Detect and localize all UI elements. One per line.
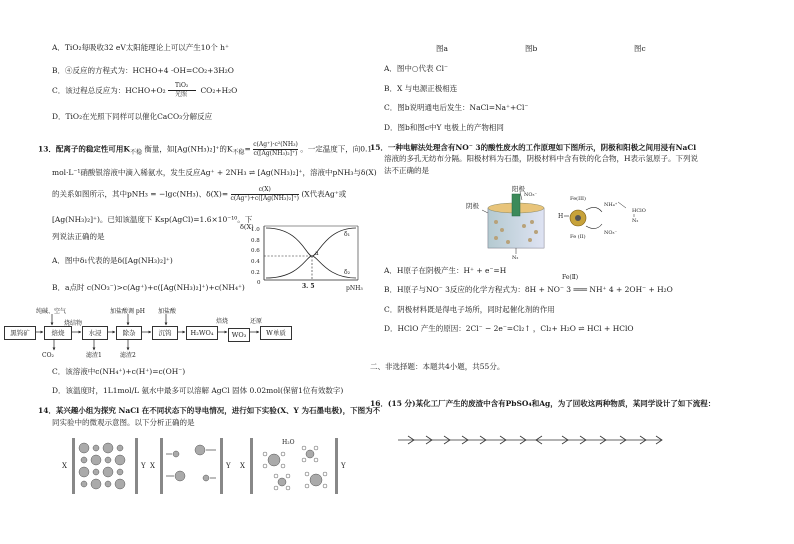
q13-fraction-2 xyxy=(231,186,299,203)
anode-label: 阳极 xyxy=(512,185,525,193)
q13-line1-d: 。一定温度下，向0.1 xyxy=(300,144,373,154)
q14-option-d: D．图b和图c中Y 电极上的产物相同 xyxy=(384,123,504,132)
q13-line1-c: = xyxy=(244,144,251,154)
svg-text:Y: Y xyxy=(341,462,346,470)
q15-option-c: C．阴极材料既是得电子场所，同时起催化剂的作用 xyxy=(384,305,555,314)
section-2-heading: 二、非选择题：本题共4小题，共55分。 xyxy=(370,362,505,371)
q13-option-c: C．该溶液中c(NH₄⁺)+c(H⁺)=c(OH⁻) xyxy=(52,367,186,376)
ytick-0-4: 0.4 xyxy=(251,259,260,265)
fig-c-caption: 图c xyxy=(634,44,646,53)
flow-hcl: 加盐酸 xyxy=(158,308,177,315)
q16-process-arrows xyxy=(396,434,666,446)
q13-line3-a: 的关系如图所示，其中pNH₃ = −lgc(NH₃)、δ(X)= xyxy=(52,189,229,199)
flow-co2: CO₂ xyxy=(42,352,54,359)
no3-label: NO₃⁻ xyxy=(604,230,618,236)
ytick-1-0: 1.0 xyxy=(251,227,260,233)
q14-diagrams xyxy=(60,432,390,500)
q15-option-b-condition: Fe(Ⅱ) xyxy=(562,274,579,281)
svg-text:Y: Y xyxy=(226,462,231,470)
q13-line3 xyxy=(52,186,346,203)
delta1-label: δ₁ xyxy=(344,231,351,238)
q15-line2: 溶液的多孔无纺布分隔。阳极材料为石墨，阴极材料中含有铁的化合物，H表示氢原子。下列说 xyxy=(384,154,699,163)
mechanism xyxy=(558,195,646,240)
ytick-0-8: 0.8 xyxy=(251,238,260,244)
option-b-top: B．④反应的方程式为：HCHO+4 ·OH=CO₂+3H₂O xyxy=(52,66,234,75)
flow-h2wo4: H₂WO₄ xyxy=(186,326,218,340)
ytick-0-2: 0.2 xyxy=(251,270,260,276)
q14-line1-text: 14．某兴趣小组为探究 NaCl 在不同状态下的导电情况，进行如下实验(X、Y 为石墨电极)，下图为不 xyxy=(38,406,381,415)
flow-leach: 水浸 xyxy=(82,326,108,340)
option-c-top xyxy=(52,84,237,98)
fig-c-diagram xyxy=(240,438,346,494)
q13-line2: mol·L⁻¹硝酸银溶液中滴入稀氨水，发生反应Ag⁺ + 2NH₃ ⇌ [Ag(NH₃)₂]⁺，溶液中pNH₃与δ(X) xyxy=(52,168,377,177)
point-a-label: a xyxy=(315,250,319,257)
option-a-top: A．TiO₂每吸收32 eV太阳能理论上可以产生10个 h⁺ xyxy=(52,43,229,52)
n2-label: N₂ xyxy=(512,255,519,261)
q15-line1 xyxy=(370,143,696,152)
flow-precip: 沉钨 xyxy=(152,326,178,340)
chart-ylabel: δ(X) xyxy=(240,223,254,231)
fig-a-caption: 图a xyxy=(436,44,448,53)
q16-intro xyxy=(370,399,715,408)
q14-option-b: B．X 与电源正极相连 xyxy=(384,84,458,93)
flow-air: 纯碱、空气 xyxy=(36,308,67,315)
cathode-label: 阴极 xyxy=(466,202,479,210)
q13-delta-chart xyxy=(240,222,370,294)
curve-delta2 xyxy=(266,228,356,278)
svg-text:H₂O: H₂O xyxy=(282,439,295,446)
flow-calcine: 焙烧 xyxy=(216,318,229,325)
chart-xlabel: pNH₃ xyxy=(346,285,363,292)
q15-option-d: D．HClO 产生的原因：2Cl⁻ − 2e⁻=Cl₂↑ ，Cl₂+ H₂O ⇌ HCl + HClO xyxy=(384,324,634,333)
delta2-label: δ₂ xyxy=(344,269,351,276)
q13-fraction-1 xyxy=(253,141,298,158)
ytick-0: 0 xyxy=(257,280,261,286)
q13-line4: [Ag(NH₃)₂]⁺)。已知该温度下 Ksp(AgCl)=1.6×10⁻¹⁰。下 xyxy=(52,215,253,224)
flow-residue1: 滤渣1 xyxy=(86,352,102,359)
q14-option-a: A．图中○代表 Cl⁻ xyxy=(384,64,448,73)
q15-line1-text: 15．一种电解法处理含有NO⁻ 3的酸性废水的工作原理如下图所示，阴极和阳极之间用浸有NaCl xyxy=(370,143,697,152)
q13-fraction-1-den: c([Ag(NH₃)₂]⁺) xyxy=(253,150,298,157)
ytick-0-6: 0.6 xyxy=(251,248,260,254)
option-c-top-suffix: CO₂+H₂O xyxy=(200,86,238,95)
q13-option-d: D．该温度时，1L1mol/L 氨水中最多可以溶解 AgCl 固体 0.02mol(保留1位有效数字) xyxy=(52,386,344,395)
q13-fraction-2-den: c(Ag⁺)+c([Ag(NH₃)₂]⁺) xyxy=(230,195,299,202)
flow-w: W单质 xyxy=(260,326,292,340)
flow-arrows xyxy=(0,300,360,364)
fig-b-caption: 图b xyxy=(525,44,538,53)
catalyst-arrow xyxy=(168,84,198,98)
nh4-label: NH₄⁺ xyxy=(604,202,618,208)
q15-option-a: A．H原子在阴极产生：H⁺ + e⁻=H xyxy=(384,266,507,275)
svg-text:X: X xyxy=(62,462,67,470)
q13-option-a: A．图中δ₁代表的是δ([Ag(NH₃)₂]⁺) xyxy=(52,256,173,265)
flow-wo3: WO₃ xyxy=(228,328,250,342)
fe2-label: Fe (II) xyxy=(570,234,586,240)
q13-fraction-2-num: c(X) xyxy=(231,186,299,195)
fe3-label: Fe(III) xyxy=(570,196,586,202)
catalyst-label: TiO₂ xyxy=(175,82,189,89)
q13-line1-a: 13．配离子的稳定性可用K xyxy=(38,144,130,154)
flow-roast: 焙烧 xyxy=(44,326,72,340)
option-d-top: D．TiO₂在光照下同样可以催化CaCO₃分解反应 xyxy=(52,112,213,121)
fig-a-diagram xyxy=(62,438,146,494)
q13-line5: 列说法正确的是 xyxy=(52,232,105,241)
q15-electrolysis-diagram xyxy=(466,182,666,260)
electrolysis-cell xyxy=(488,194,544,254)
q13-option-b: B．a点时 c(NO₃⁻)>c(Ag⁺)+c([Ag(NH₃)₂]⁺)+c(NH₄⁺) xyxy=(52,283,245,292)
flow-impurity: 除杂 xyxy=(116,326,142,340)
q13-line1-b: 衡量，如[Ag(NH₃)₂]⁺的K xyxy=(144,144,233,154)
flow-sinter-label: 烧结物 xyxy=(64,320,83,327)
q14-line2: 同实验中的微观示意图。以下分析正确的是 xyxy=(52,418,195,427)
condition-label: 光照 xyxy=(175,91,188,98)
x-tick-3-5: 3. 5 xyxy=(302,283,315,290)
option-c-top-prefix: C．该过程总反应为：HCHO+O₂ xyxy=(52,86,166,95)
curve-delta1 xyxy=(266,228,356,278)
q15-option-b: B．H原子与NO⁻ 3反应的化学方程式为：8H + NO⁻ 3 ═══ NH⁺ 4 + 2OH⁻ + H₂O xyxy=(384,285,673,294)
no3-label-left: NO₃⁻ xyxy=(524,192,538,198)
q16-intro-text: 16．(15 分)某化工厂产生的废渣中含有PbSO₄和Ag，为了回收这两种物质，某同学设计了如下流程： xyxy=(370,399,716,408)
q13-line3-b: (X代表Ag⁺或 xyxy=(301,189,347,199)
fig-b-diagram xyxy=(150,438,231,494)
q14-line1 xyxy=(38,406,380,415)
q13-line1-sub: 不稳 xyxy=(129,149,142,156)
q15-line3: 法不正确的是 xyxy=(384,166,429,175)
tungsten-flowchart xyxy=(0,300,360,364)
q14-option-c: C．图b说明通电后发生：NaCl=Na⁺+Cl⁻ xyxy=(384,103,529,112)
q13-fraction-1-num: c(Ag⁺)·c²(NH₃) xyxy=(253,141,298,148)
flow-residue2: 滤渣2 xyxy=(120,352,136,359)
q13-line1 xyxy=(38,141,372,158)
hclo-label: HClO xyxy=(632,208,646,214)
svg-text:X: X xyxy=(150,462,155,470)
svg-text:X: X xyxy=(240,462,245,470)
svg-text:Y: Y xyxy=(141,462,146,470)
svg-text:H: H xyxy=(558,213,564,220)
q13-line1-sub2: 不稳 xyxy=(232,149,245,156)
flow-ph: 加盐酸调 pH xyxy=(110,308,145,315)
flow-ore: 黑钨矿 xyxy=(4,326,36,340)
svg-text:N₂: N₂ xyxy=(632,218,639,224)
flow-reduce: 还原 xyxy=(250,318,263,325)
